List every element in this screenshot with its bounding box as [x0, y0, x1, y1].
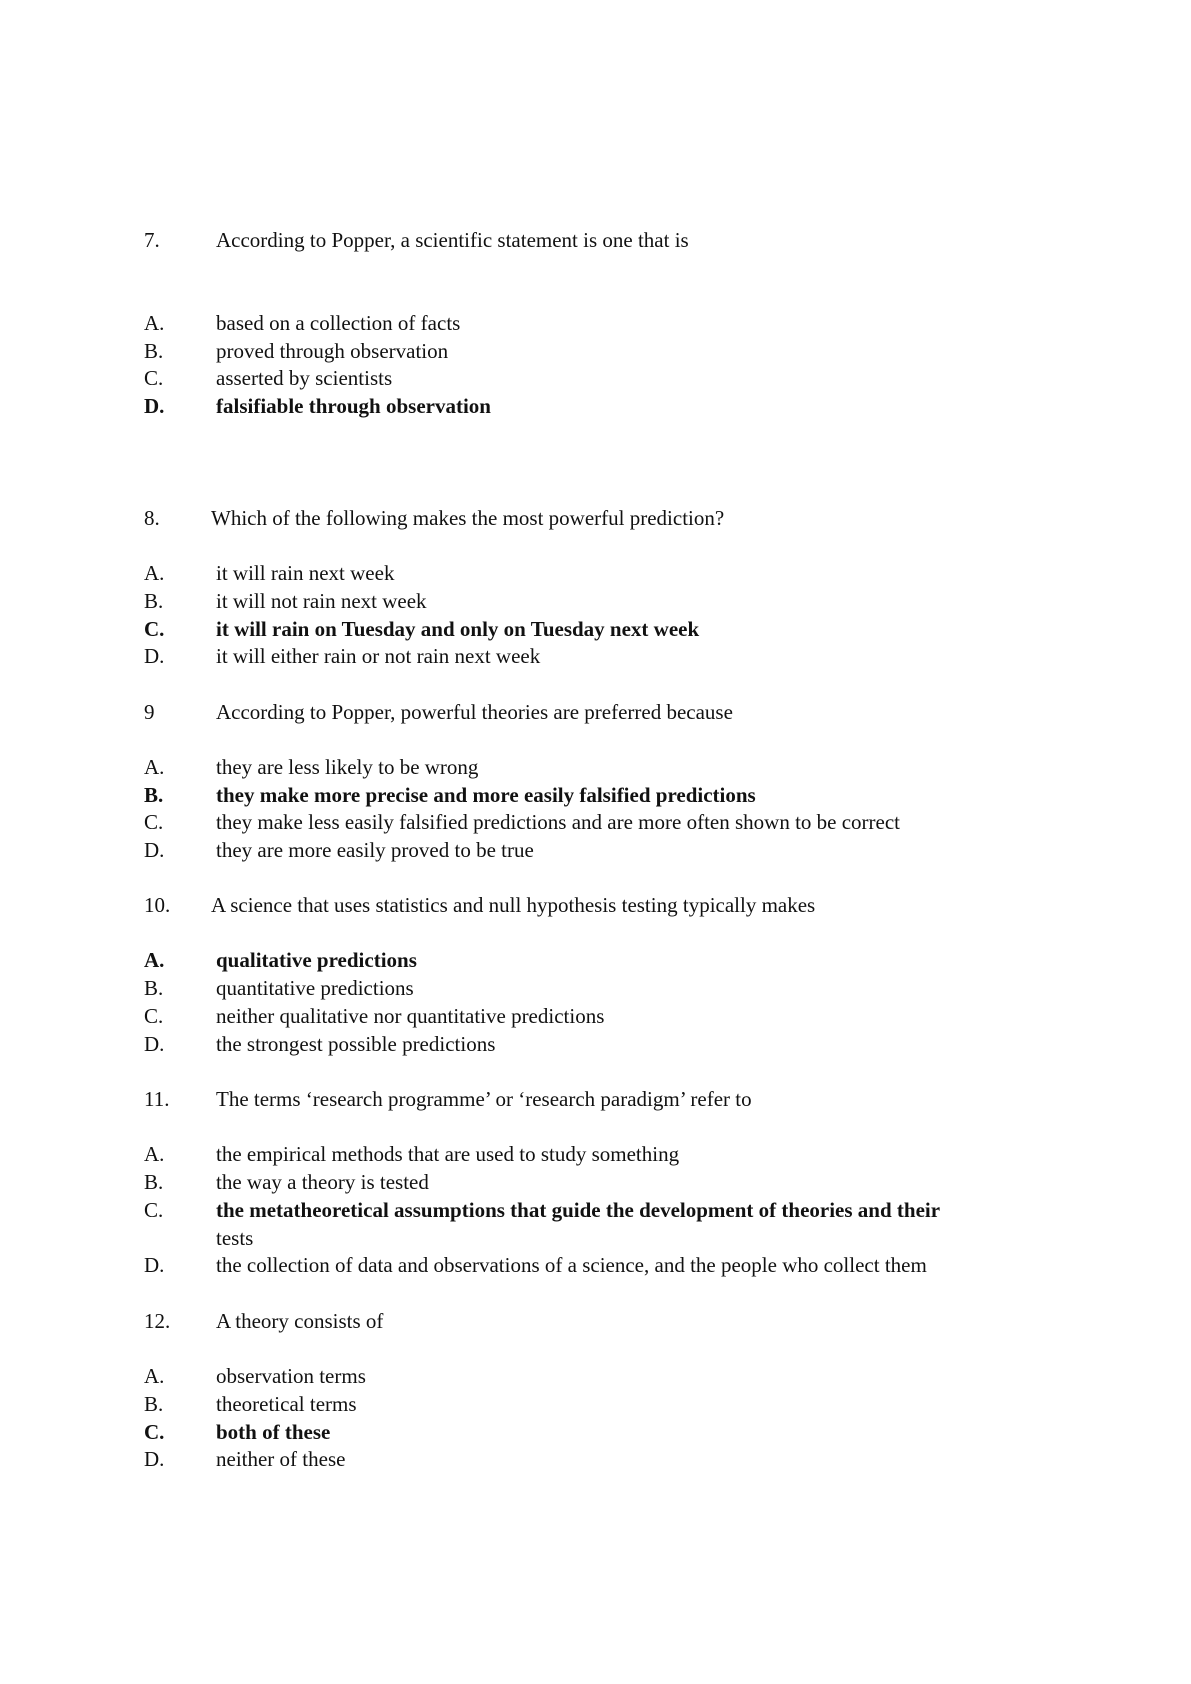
- option-text: proved through observation: [216, 339, 449, 363]
- option-a: [144, 559, 1131, 587]
- question-7: [144, 226, 1131, 254]
- option-c-correct: [144, 1196, 1131, 1252]
- option-letter: C.: [144, 810, 164, 834]
- question-text: A science that uses statistics and null hypothesis testing typically makes: [211, 893, 816, 917]
- option-letter: D.: [144, 394, 165, 418]
- option-text: quantitative predictions: [216, 976, 414, 1000]
- option-text: theoretical terms: [216, 1392, 357, 1416]
- option-text: they are less likely to be wrong: [216, 755, 479, 779]
- option-letter: A.: [144, 311, 165, 335]
- option-text: asserted by scientists: [216, 366, 393, 390]
- option-a: [144, 753, 1131, 781]
- option-c: [144, 808, 1131, 836]
- option-letter: A.: [144, 1142, 165, 1166]
- option-b: [144, 974, 1131, 1002]
- option-c: [144, 1002, 1131, 1030]
- option-text: it will not rain next week: [216, 589, 427, 613]
- question-text: Which of the following makes the most powerful prediction?: [211, 506, 725, 530]
- option-letter: B.: [144, 1170, 164, 1194]
- option-text: observation terms: [216, 1364, 366, 1388]
- option-b: [144, 1390, 1131, 1418]
- option-text: the metatheoretical assumptions that guide the development of theories and their: [216, 1198, 941, 1222]
- option-text: it will either rain or not rain next week: [216, 644, 541, 668]
- option-letter: B.: [144, 976, 164, 1000]
- question-8: [144, 504, 1131, 532]
- option-text: the strongest possible predictions: [216, 1032, 496, 1056]
- option-letter: D.: [144, 1447, 165, 1471]
- question-text: According to Popper, a scientific statement is one that is: [216, 228, 689, 252]
- option-d: [144, 1251, 1131, 1279]
- option-letter: C.: [144, 1198, 164, 1222]
- option-text: neither qualitative nor quantitative predictions: [216, 1004, 605, 1028]
- option-d: [144, 642, 1131, 670]
- option-text: falsifiable through observation: [216, 394, 491, 418]
- option-text: neither of these: [216, 1447, 346, 1471]
- question-text: A theory consists of: [216, 1309, 384, 1333]
- option-c-correct: [144, 615, 1131, 643]
- option-a: [144, 1140, 1131, 1168]
- option-d: [144, 1445, 1131, 1473]
- option-text: they make more precise and more easily falsified predictions: [216, 783, 756, 807]
- option-text: it will rain on Tuesday and only on Tuesday next week: [216, 617, 700, 641]
- option-a: [144, 1362, 1131, 1390]
- option-d: [144, 836, 1131, 864]
- option-c: [144, 364, 1131, 392]
- option-c-correct: [144, 1418, 1131, 1446]
- option-letter: B.: [144, 783, 164, 807]
- question-number: 10.: [144, 893, 171, 917]
- option-letter: A.: [144, 755, 165, 779]
- question-12: [144, 1307, 1131, 1335]
- option-letter: B.: [144, 1392, 164, 1416]
- option-letter: C.: [144, 1004, 164, 1028]
- option-letter: B.: [144, 589, 164, 613]
- question-text: The terms ‘research programme’ or ‘research paradigm’ refer to: [216, 1087, 752, 1111]
- option-text: based on a collection of facts: [216, 311, 461, 335]
- option-letter: C.: [144, 366, 164, 390]
- question-9: [144, 698, 1131, 726]
- option-letter: C.: [144, 617, 165, 641]
- question-10: [144, 891, 1131, 919]
- option-letter: A.: [144, 561, 165, 585]
- option-letter: B.: [144, 339, 164, 363]
- option-letter: D.: [144, 1032, 165, 1056]
- option-text: it will rain next week: [216, 561, 395, 585]
- option-text: they are more easily proved to be true: [216, 838, 534, 862]
- option-letter: D.: [144, 838, 165, 862]
- question-number: 9: [144, 700, 155, 724]
- option-text: the way a theory is tested: [216, 1170, 429, 1194]
- option-a: [144, 309, 1131, 337]
- option-text: the collection of data and observations of a science, and the people who collect them: [216, 1253, 927, 1277]
- option-a-correct: [144, 946, 1131, 974]
- question-number: 11.: [144, 1087, 170, 1111]
- option-letter: C.: [144, 1420, 165, 1444]
- option-text: the empirical methods that are used to study something: [216, 1142, 680, 1166]
- option-letter: D.: [144, 1253, 165, 1277]
- question-number: 7.: [144, 228, 160, 252]
- option-text: they make less easily falsified predictions and are more often shown to be correct: [216, 810, 901, 834]
- option-b: [144, 337, 1131, 365]
- option-b: [144, 587, 1131, 615]
- option-letter: D.: [144, 644, 165, 668]
- question-number: 8.: [144, 506, 160, 530]
- option-d-correct: [144, 392, 1131, 420]
- option-d: [144, 1030, 1131, 1058]
- question-number: 12.: [144, 1309, 171, 1333]
- option-text: qualitative predictions: [216, 948, 417, 972]
- question-11: [144, 1085, 1131, 1113]
- option-text-continued: tests: [216, 1226, 254, 1250]
- option-b: [144, 1168, 1131, 1196]
- option-letter: A.: [144, 948, 165, 972]
- option-letter: A.: [144, 1364, 165, 1388]
- option-b-correct: [144, 781, 1131, 809]
- question-text: According to Popper, powerful theories are preferred because: [216, 700, 733, 724]
- option-text: both of these: [216, 1420, 331, 1444]
